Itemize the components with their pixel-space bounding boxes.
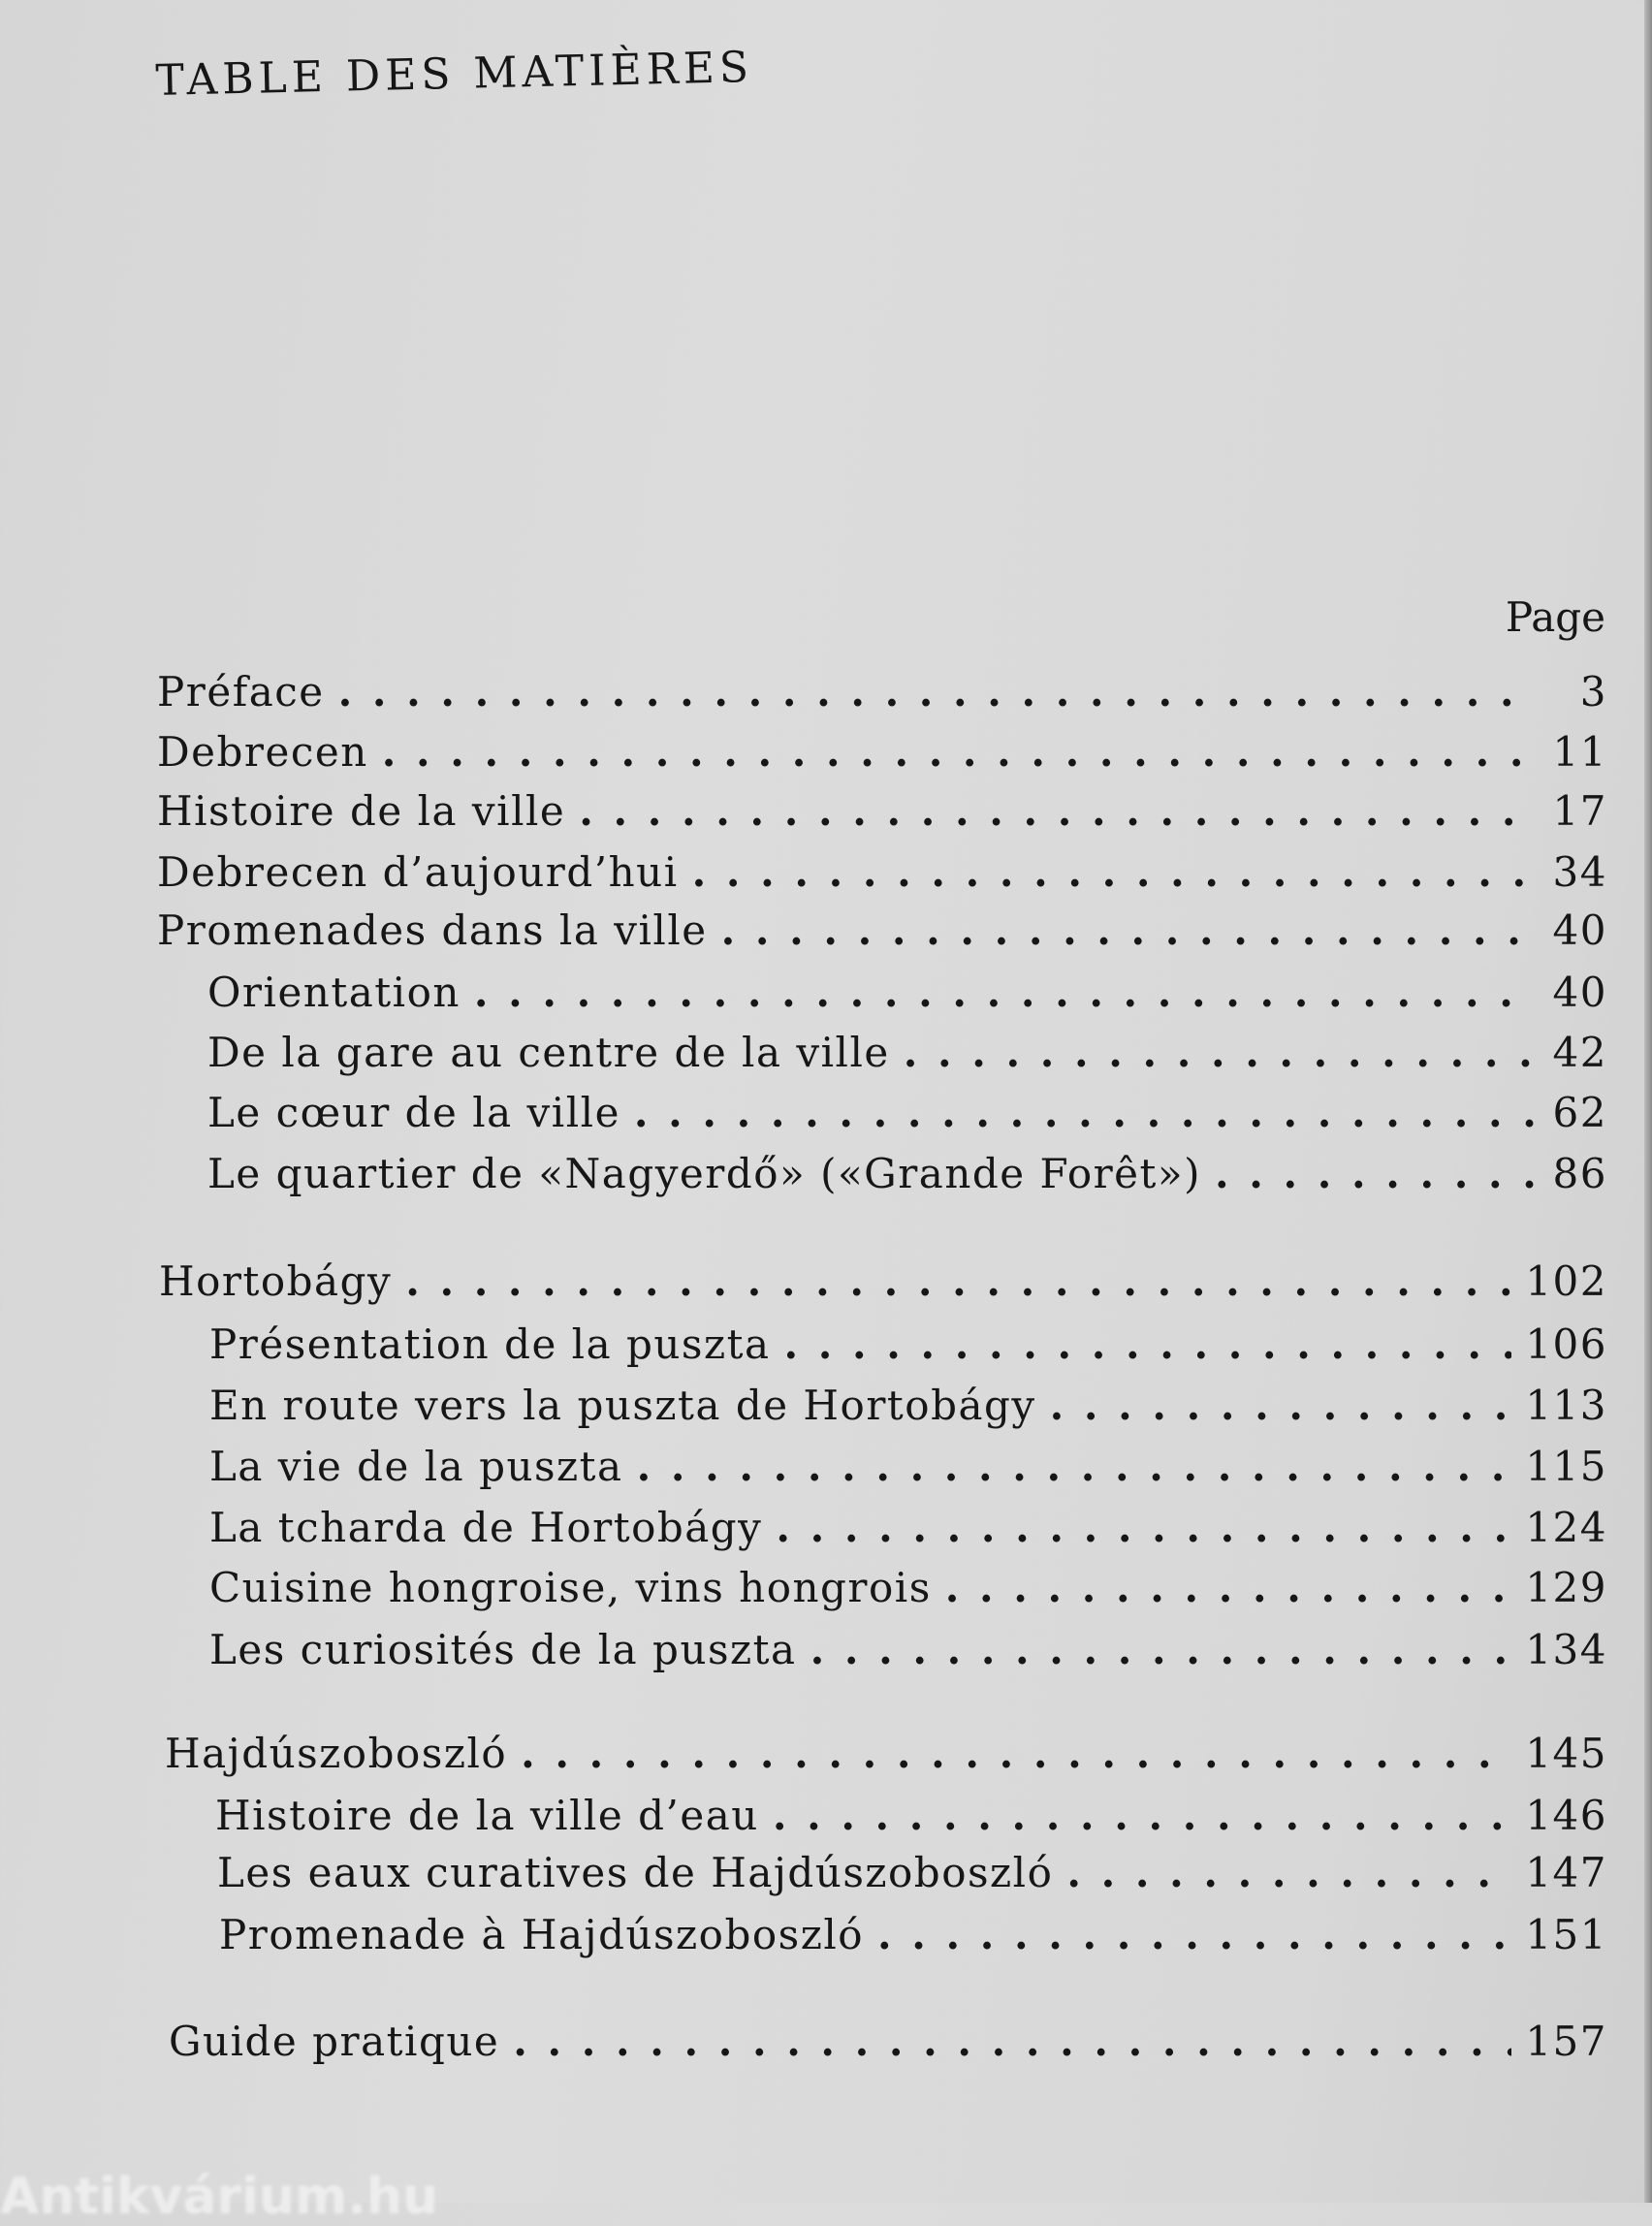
toc-entry-label: Les eaux curatives de Hajdúszoboszló bbox=[217, 1849, 1054, 1896]
dot-leader bbox=[784, 1320, 1512, 1368]
toc-entry-page: 147 bbox=[1525, 1849, 1607, 1896]
toc-entry-page: 62 bbox=[1552, 1089, 1607, 1136]
toc-entry-page: 40 bbox=[1552, 969, 1607, 1016]
toc-entry-label: Hortobágy bbox=[159, 1257, 393, 1305]
toc-entry-label: Promenades dans la ville bbox=[157, 906, 708, 954]
dot-leader bbox=[904, 1029, 1536, 1076]
toc-entry-label: Le quartier de «Nagyerdő» («Grande Forêt») bbox=[207, 1150, 1202, 1197]
dot-leader bbox=[513, 2018, 1511, 2065]
toc-entry bbox=[157, 668, 1607, 720]
toc-entry-label: Debrecen d’aujourd’hui bbox=[157, 848, 679, 896]
toc-entry-page: 17 bbox=[1552, 787, 1607, 835]
toc-entry-page: 113 bbox=[1525, 1382, 1607, 1429]
toc-entry bbox=[207, 1150, 1607, 1202]
toc-entry bbox=[209, 1564, 1607, 1616]
toc-entry-label: Debrecen bbox=[157, 728, 368, 776]
toc-entry bbox=[209, 1626, 1607, 1678]
toc-entry-page: 3 bbox=[1579, 668, 1607, 716]
toc-entry-page: 115 bbox=[1525, 1443, 1607, 1490]
dot-leader bbox=[877, 1911, 1511, 1958]
dot-leader bbox=[945, 1564, 1512, 1611]
dot-leader bbox=[810, 1626, 1512, 1673]
toc-entry-label: De la gare au centre de la ville bbox=[207, 1029, 890, 1076]
toc-entry-label: La vie de la puszta bbox=[209, 1443, 623, 1490]
toc-entry bbox=[207, 969, 1607, 1021]
dot-leader bbox=[1215, 1150, 1536, 1197]
toc-entry-label: Histoire de la ville d’eau bbox=[215, 1792, 759, 1839]
toc-entry-label: En route vers la puszta de Hortobágy bbox=[209, 1382, 1036, 1429]
toc-entry-label: Guide pratique bbox=[169, 2018, 500, 2065]
toc-entry bbox=[165, 1730, 1607, 1782]
toc-entry-label: Cuisine hongroise, vins hongrois bbox=[209, 1564, 932, 1611]
dot-leader bbox=[634, 1089, 1536, 1136]
watermark: Antikvárium.hu bbox=[0, 2168, 438, 2226]
dot-leader bbox=[1066, 1849, 1511, 1896]
dot-leader bbox=[692, 848, 1536, 896]
toc-entry-label: Présentation de la puszta bbox=[209, 1320, 771, 1368]
toc-entry bbox=[157, 906, 1607, 959]
toc-entry-label: Orientation bbox=[207, 969, 461, 1016]
page-title: TABLE DES MATIÈRES bbox=[155, 43, 754, 106]
dot-leader bbox=[474, 969, 1536, 1016]
toc-entry bbox=[209, 1382, 1607, 1434]
toc-entry-page: 86 bbox=[1552, 1150, 1607, 1197]
page-edge-shadow bbox=[1644, 0, 1652, 2203]
toc-entry-label: Histoire de la ville bbox=[157, 787, 566, 835]
toc-entry bbox=[209, 1504, 1607, 1556]
dot-leader bbox=[773, 1792, 1512, 1839]
toc-entry-page: 129 bbox=[1525, 1564, 1607, 1611]
dot-leader bbox=[721, 906, 1536, 954]
toc-entry-label: La tcharda de Hortobágy bbox=[209, 1504, 763, 1551]
dot-leader bbox=[338, 668, 1536, 716]
dot-leader bbox=[521, 1730, 1511, 1777]
toc-entry-label: Le cœur de la ville bbox=[207, 1089, 620, 1136]
toc-entry bbox=[169, 2018, 1607, 2070]
toc-entry bbox=[207, 1089, 1607, 1141]
toc-entry bbox=[209, 1320, 1607, 1373]
dot-leader bbox=[637, 1443, 1512, 1490]
toc-entry-label: Promenade à Hajdúszoboszló bbox=[219, 1911, 865, 1958]
toc-entry bbox=[159, 1257, 1607, 1310]
toc-entry-label: Les curiosités de la puszta bbox=[209, 1626, 797, 1673]
dot-leader bbox=[405, 1257, 1511, 1305]
page-column-header: Page bbox=[1505, 593, 1605, 641]
toc-entry-page: 40 bbox=[1552, 906, 1607, 954]
dot-leader bbox=[1050, 1382, 1512, 1429]
toc-entry bbox=[209, 1443, 1607, 1495]
toc-entry-page: 42 bbox=[1552, 1029, 1607, 1076]
dot-leader bbox=[382, 728, 1536, 776]
toc-entry-page: 151 bbox=[1525, 1911, 1607, 1958]
toc-entry bbox=[215, 1792, 1607, 1844]
toc-entry-page: 102 bbox=[1525, 1257, 1607, 1305]
toc-entry bbox=[207, 1029, 1607, 1081]
toc-entry-page: 11 bbox=[1552, 728, 1607, 776]
toc-entry-page: 106 bbox=[1525, 1320, 1607, 1368]
toc-entry-page: 124 bbox=[1525, 1504, 1607, 1551]
toc-entry-label: Préface bbox=[157, 668, 325, 716]
dot-leader bbox=[579, 787, 1536, 835]
toc-entry-page: 157 bbox=[1525, 2018, 1607, 2065]
toc-entry bbox=[157, 848, 1607, 901]
toc-entry bbox=[219, 1911, 1607, 1963]
dot-leader bbox=[776, 1504, 1511, 1551]
toc-entry bbox=[217, 1849, 1607, 1901]
toc-entry-page: 134 bbox=[1525, 1626, 1607, 1673]
toc-entry-page: 34 bbox=[1552, 848, 1607, 896]
toc-entry-page: 146 bbox=[1525, 1792, 1607, 1839]
toc-entry-label: Hajdúszoboszló bbox=[165, 1730, 508, 1777]
toc-entry bbox=[157, 728, 1607, 780]
toc-entry bbox=[157, 787, 1607, 840]
toc-entry-page: 145 bbox=[1525, 1730, 1607, 1777]
